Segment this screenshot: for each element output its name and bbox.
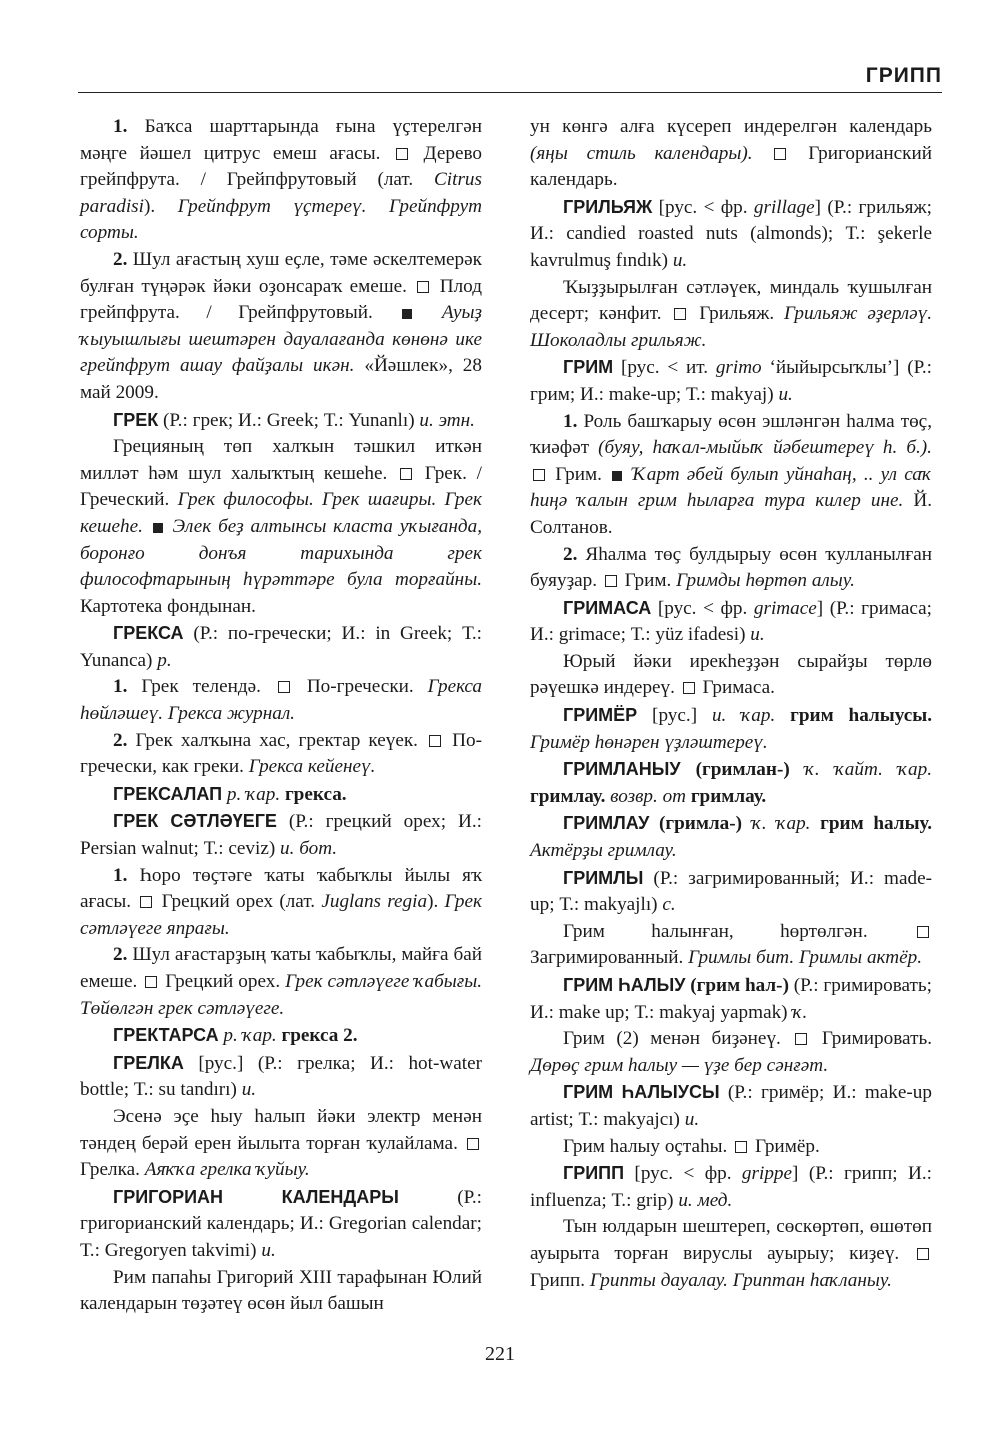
dictionary-paragraph xyxy=(530,756,932,810)
text-run: Гримаса. xyxy=(697,677,775,699)
headword: ГРЕК xyxy=(113,409,159,430)
text-run: ] (Р.: гримаса; И.: grimace; Т.: yüz ifadesi) xyxy=(530,597,932,646)
dictionary-paragraph xyxy=(530,114,932,194)
text-run: «Йәшлек», 28 май 2009. xyxy=(80,355,482,403)
russian-equivalent-marker-icon xyxy=(145,976,157,988)
headword: ГРЕКТАРСА xyxy=(113,1025,219,1046)
dictionary-paragraph xyxy=(80,1022,482,1050)
quotation-marker-icon xyxy=(402,309,412,319)
dictionary-paragraph xyxy=(530,1026,932,1079)
text-run: Ҡыҙҙырылған сәтләүек, миндаль ҡушылған десерт; кәнфит. xyxy=(530,276,932,325)
italic-text: Грек философы. Грек шағиры. Грек кешеһе. xyxy=(80,489,482,537)
text-run xyxy=(681,759,696,780)
italic-text: Элек беҙ алтынсы класта уҡығанда, боронғо донъя тарихында грек философтарының һүрәттәре була торғайны. xyxy=(80,515,483,591)
text-run: Грим. xyxy=(548,463,610,485)
text-run: Плод грейпфрута. / Грейпфрутовый. xyxy=(80,275,482,324)
russian-equivalent-marker-icon xyxy=(400,468,412,480)
text-run: ] (Р.: грипп; И.: influenza; Т.: grip) xyxy=(530,1163,932,1211)
bold-text: (гримла-) xyxy=(659,813,743,835)
dictionary-paragraph xyxy=(80,1184,482,1265)
italic-text: и. бот. xyxy=(280,838,338,860)
text-run: Грим (2) менән биҙәнеү. xyxy=(563,1028,793,1050)
text-run: Тын юлдарын шештереп, сөскөртөп, өшөтөп ауырыта торған вируслы ауырыу; киҙеү. xyxy=(530,1216,932,1264)
text-run: По-гречески. xyxy=(292,676,428,698)
italic-text: р. ҡар. xyxy=(223,1025,277,1047)
italic-text: и. xyxy=(684,1108,700,1130)
dictionary-paragraph xyxy=(80,434,482,620)
text-run: Юрый йәки ирекһеҙҙән сырайҙы төрлө рәүешкә индереү. xyxy=(530,650,932,699)
dictionary-paragraph xyxy=(530,194,932,275)
italic-text: и. xyxy=(778,383,793,405)
russian-equivalent-marker-icon xyxy=(429,735,441,747)
text-run xyxy=(166,516,173,537)
text-run: Грелка. xyxy=(80,1159,145,1181)
text-run: Загримированный. xyxy=(530,947,689,969)
italic-text: Гримёр һөнәрен үҙләштереү. xyxy=(530,731,768,753)
russian-equivalent-marker-icon xyxy=(917,1248,929,1260)
text-run: Баҡса шарттарында ғына үҫтерелгән мәңге йәшел цитрус емеш ағасы. xyxy=(80,116,482,164)
right-column xyxy=(530,114,932,1294)
quotation-marker-icon xyxy=(153,523,163,533)
dictionary-paragraph xyxy=(80,114,482,247)
italic-text: р. xyxy=(157,649,172,671)
dictionary-paragraph xyxy=(530,354,932,408)
text-run: Грек телендә. xyxy=(127,676,275,698)
text-run: Картотека фондынан. xyxy=(80,595,256,617)
bold-text: 1. xyxy=(113,864,128,886)
text-run: (Р.: грецкий орех; И.: Persian walnut; Т.: ceviz) xyxy=(80,811,482,860)
russian-equivalent-marker-icon xyxy=(674,308,686,320)
running-head: ГРИПП xyxy=(865,64,942,87)
dictionary-paragraph xyxy=(530,810,932,864)
headword: ГРЕК СӘТЛӘҮЕГЕ xyxy=(113,811,277,832)
bold-text: гримлау. xyxy=(530,785,606,807)
text-run: Гримёр. xyxy=(750,1135,820,1157)
italic-text: grimace xyxy=(753,597,817,619)
text-run: Рим папаһы Григорий XIII тарафынан Юлий календарын төҙәтеү өсөн йыл башын xyxy=(80,1266,482,1315)
russian-equivalent-marker-icon xyxy=(417,281,429,293)
dictionary-paragraph xyxy=(80,942,482,1022)
italic-text: Дөрөҫ грим һалыу — үҙе бер сәнғәт. xyxy=(530,1054,829,1076)
italic-text: Грекса һөйләшеү. Грекса журнал. xyxy=(80,676,483,725)
italic-text: возвр. от xyxy=(610,785,687,807)
bold-text: грим һалыусы. xyxy=(790,705,932,727)
text-run: Грим һалыу оҫтаһы. xyxy=(563,1135,733,1157)
italic-text: с. xyxy=(662,894,676,916)
text-run: Грим һалынған, һөртөлгән. xyxy=(563,920,914,942)
russian-equivalent-marker-icon xyxy=(795,1033,807,1045)
text-run: ). xyxy=(427,891,445,913)
text-run: Григорианский календарь. xyxy=(530,142,932,191)
italic-text: ҡ. ҡайт. ҡар. xyxy=(804,759,933,781)
italic-text: ҡ. ҡар. xyxy=(751,813,811,835)
bold-text: грим һалыу. xyxy=(820,813,933,835)
text-run: Грецкий орех (лат. xyxy=(155,891,322,913)
russian-equivalent-marker-icon xyxy=(735,1141,747,1153)
text-run xyxy=(775,705,790,726)
dictionary-paragraph xyxy=(530,595,932,649)
russian-equivalent-marker-icon xyxy=(396,148,408,160)
headword: ГРИПП xyxy=(563,1163,625,1184)
dictionary-paragraph xyxy=(80,1050,482,1104)
text-run: (Р.: загримированный; И.: made-up; Т.: makyajlı) xyxy=(530,867,932,916)
text-run: [рус. < ит. xyxy=(613,357,716,379)
text-run: Һоро төҫтәге ҡаты ҡабыҡлы йылы яҡ ағасы. xyxy=(80,864,482,913)
russian-equivalent-marker-icon xyxy=(605,575,617,587)
text-run: Грецкий орех. xyxy=(160,971,286,992)
bold-text: (грим һал-) xyxy=(690,975,789,996)
bold-text: 2. xyxy=(113,729,128,751)
text-run: [рус. < фр. xyxy=(624,1163,742,1185)
text-run xyxy=(790,759,805,780)
left-column xyxy=(80,114,482,1318)
text-run: ун көнгә алға күсереп индерелгән календарь xyxy=(530,116,932,137)
text-run: (Р.: гримировать; И.: make up; Т.: makyaj yapmak) xyxy=(530,975,932,1023)
text-run: Й. Солтанов. xyxy=(530,490,933,538)
italic-text: и. xyxy=(261,1239,276,1261)
dictionary-paragraph xyxy=(80,1104,482,1184)
italic-text: р. ҡар. xyxy=(226,783,281,805)
bold-text: грекса 2. xyxy=(281,1025,358,1047)
dictionary-paragraph xyxy=(80,407,482,435)
dictionary-paragraph xyxy=(530,275,932,355)
text-run: [рус.] (Р.: грелка; И.: hot-water bottle; Т.: su tandırı) xyxy=(80,1052,482,1101)
dictionary-paragraph xyxy=(80,728,482,781)
italic-text: Гримды һөртөп алыу. xyxy=(676,570,855,592)
italic-text: Грипты дауалау. Гриптан һаҡланыу. xyxy=(589,1269,892,1291)
text-run: [рус. < фр. xyxy=(652,196,754,218)
text-run: (Р.: гримёр; И.: make-up artist; Т.: makyajcı) xyxy=(530,1082,932,1130)
dictionary-paragraph xyxy=(530,865,932,919)
dictionary-paragraph xyxy=(530,702,932,756)
headword: ГРИМЛАНЫУ xyxy=(563,759,681,780)
italic-text: (буяу, һаҡал-мыйыҡ йәбештереү һ. б.). xyxy=(598,437,932,459)
bold-text: грекса. xyxy=(284,783,347,805)
headword: ГРИМЛАУ xyxy=(563,813,650,834)
italic-text: Грек сәтләүеге япрағы. xyxy=(80,891,482,939)
dictionary-paragraph xyxy=(80,247,482,407)
italic-text: Citrus paradisi xyxy=(80,169,482,217)
italic-text: и. этн. xyxy=(419,409,475,431)
italic-text: Актёрҙы гримлау. xyxy=(530,840,677,862)
bold-text: 1. xyxy=(113,116,128,137)
dictionary-paragraph xyxy=(530,1079,932,1133)
dictionary-paragraph xyxy=(530,649,932,702)
bold-text: 1. xyxy=(113,676,128,698)
bold-text: (гримлан-) xyxy=(695,759,790,781)
italic-text: ҡ. xyxy=(792,1001,808,1023)
text-run: Грек. / Греческий. xyxy=(80,462,482,511)
text-run xyxy=(810,813,820,834)
text-run: (Р.: григорианский календарь; И.: Gregorian calendar; Т.: Gregoryen takvimi) xyxy=(80,1186,482,1261)
text-run: Дерево грейпфрута. / Грейпфрутовый (лат. xyxy=(80,142,482,191)
text-run xyxy=(649,813,659,834)
italic-text: и. xyxy=(241,1079,257,1101)
italic-text: Гримлы бит. Гримлы актёр. xyxy=(688,947,923,969)
text-run: ] (Р.: грильяж; И.: candied roasted nuts (almonds); Т.: şekerle kavrulmuş fındık) xyxy=(530,196,932,271)
text-run: Грецияның төп халҡын тәшкил иткән милләт һәм шул халыҡтың кешеһе. xyxy=(80,436,482,484)
text-run: [рус. < фр. xyxy=(651,597,754,619)
italic-text: Грильяж әҙерләү. Шоколадлы грильяж. xyxy=(530,303,932,351)
headword: ГРИГОРИАН КАЛЕНДАРЫ xyxy=(113,1186,399,1207)
dictionary-paragraph xyxy=(530,1160,932,1214)
italic-text: Аяҡҡа грелка ҡуйыу. xyxy=(144,1159,310,1181)
headword: ГРИМАСА xyxy=(563,597,652,618)
headword: ГРИМЛЫ xyxy=(563,867,644,888)
text-run xyxy=(415,302,442,323)
text-run: (Р.: грек; И.: Greek; Т.: Yunanlı) xyxy=(158,409,420,431)
text-run: Гримировать. xyxy=(810,1028,932,1050)
dictionary-paragraph xyxy=(80,1265,482,1318)
text-run: Грильяж. xyxy=(689,303,785,325)
headword: ГРИМ ҺАЛЫУСЫ xyxy=(563,1082,720,1103)
dictionary-paragraph xyxy=(530,919,932,972)
italic-text: и. xyxy=(672,249,688,271)
page-number: 221 xyxy=(485,1343,515,1365)
russian-equivalent-marker-icon xyxy=(140,896,152,908)
text-run: [рус.] xyxy=(637,705,712,727)
headword: ГРЕКСАЛАП xyxy=(113,783,223,804)
bold-text: 2. xyxy=(563,543,578,565)
bold-text: 2. xyxy=(113,248,128,270)
italic-text: (яңы стиль календары). xyxy=(530,142,753,164)
headword: ГРИЛЬЯЖ xyxy=(563,196,653,217)
text-run: ‘йыйырсыҡлы’] (Р.: грим; И.: make-up; Т.: makyaj) xyxy=(530,357,932,405)
russian-equivalent-marker-icon xyxy=(533,469,545,481)
dictionary-paragraph xyxy=(530,1214,932,1294)
text-run: Эсенә эҫе һыу һалып йәки электр менән тәндең берәй ерен йылыта торған ҡулайлама. xyxy=(80,1105,482,1154)
page-header xyxy=(78,52,942,93)
dictionary-paragraph xyxy=(80,863,482,943)
dictionary-paragraph xyxy=(530,1134,932,1161)
russian-equivalent-marker-icon xyxy=(917,926,929,938)
italic-text: и. мед. xyxy=(678,1189,733,1211)
bold-text: гримлау. xyxy=(690,785,767,807)
text-run: Яһалма төҫ булдырыу өсөн ҡулланылған буяуҙар. xyxy=(530,543,932,592)
text-run: Роль башҡарыу өсөн эшләнгән һалма төҫ, ҡиәфәт xyxy=(530,410,932,459)
italic-text: Грек сәтләүеге ҡабығы. Төйөлгән грек сәтләүеге. xyxy=(80,971,483,1019)
italic-text: Ҡарт әбей булып уйнаһаң, .. ул саҡ һиңә ҡалын грим һыларға тура килер ине. xyxy=(530,463,932,512)
text-run xyxy=(742,813,752,834)
italic-text: grimo xyxy=(715,357,762,379)
headword: ГРИМЁР xyxy=(563,705,638,726)
russian-equivalent-marker-icon xyxy=(683,682,695,694)
headword: ГРЕКСА xyxy=(113,623,184,644)
text-run: Шул ағастарҙың ҡаты ҡабыҡлы, майға бай емеше. xyxy=(80,944,482,992)
text-run xyxy=(753,143,772,164)
italic-text: Грекса кейенеү. xyxy=(248,756,376,778)
dictionary-paragraph xyxy=(80,808,482,862)
headword: ГРИМ xyxy=(563,357,614,378)
text-run: (Р.: по-гречески; И.: in Greek; Т.: Yunanca) xyxy=(80,623,482,671)
headword: ГРЕЛКА xyxy=(113,1052,184,1073)
russian-equivalent-marker-icon xyxy=(774,148,786,160)
dictionary-paragraph xyxy=(530,409,932,542)
italic-text: grippe xyxy=(741,1163,793,1185)
dictionary-paragraph xyxy=(530,542,932,595)
text-run: По-гречески, как греки. xyxy=(80,729,482,778)
dictionary-paragraph xyxy=(80,781,482,809)
italic-text: Juglans regia xyxy=(321,891,428,913)
text-run: Грим. xyxy=(619,570,677,592)
headword: ГРИМ ҺАЛЫУ xyxy=(563,975,686,995)
text-run: Грек халҡына хас, гректар кеүек. xyxy=(127,729,427,751)
text-run: Грипп. xyxy=(530,1269,590,1291)
bold-text: 1. xyxy=(563,410,578,432)
bold-text: 2. xyxy=(113,944,128,966)
italic-text: Ауыҙ ҡыуышлығы шештәрен дауалағанда көнөнә ике грейпфрут ашау файҙалы икән. xyxy=(80,302,482,377)
text-run: Шул ағастың хуш еҫле, тәме әскелтемерәк булған түңәрәк йәки оҙонсараҡ емеше. xyxy=(80,248,482,297)
text-run: ). xyxy=(143,195,178,217)
dictionary-paragraph xyxy=(80,620,482,674)
italic-text: grillage xyxy=(753,196,815,218)
italic-text: и. xyxy=(750,624,765,646)
text-run xyxy=(143,516,150,537)
italic-text: Грейпфрут үҫтереү. Грейпфрут сорты. xyxy=(80,195,483,244)
russian-equivalent-marker-icon xyxy=(278,681,290,693)
russian-equivalent-marker-icon xyxy=(467,1138,479,1150)
dictionary-paragraph xyxy=(530,972,932,1026)
dictionary-paragraph xyxy=(80,674,482,727)
quotation-marker-icon xyxy=(612,471,622,481)
italic-text: и. ҡар. xyxy=(711,705,776,727)
